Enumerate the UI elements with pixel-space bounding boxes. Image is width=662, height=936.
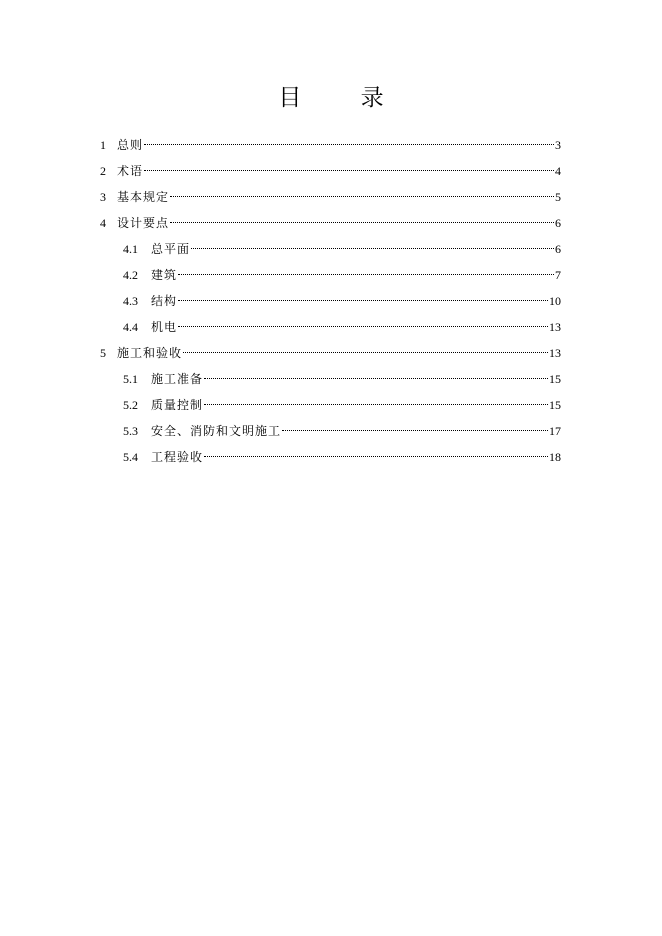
toc-entry-title: 总平面 <box>151 242 191 256</box>
toc-entry-number: 5.1 <box>123 372 138 386</box>
toc-entry-page: 4 <box>555 164 561 178</box>
dot-leader <box>204 456 548 457</box>
toc-entry-page: 10 <box>549 294 561 308</box>
toc-entry-page: 13 <box>549 346 561 360</box>
dot-leader <box>170 196 554 197</box>
dot-leader <box>170 222 554 223</box>
dot-leader <box>144 170 554 171</box>
toc-entry-title: 术语 <box>117 164 144 178</box>
dot-leader <box>191 248 554 249</box>
dot-leader <box>183 352 548 353</box>
toc-entry-number: 1 <box>100 138 106 152</box>
toc-entry-number: 2 <box>100 164 106 178</box>
toc-entry-title: 施工和验收 <box>117 346 183 360</box>
dot-leader <box>282 430 548 431</box>
toc-entry-number: 4.1 <box>123 242 138 256</box>
dot-leader <box>144 144 554 145</box>
toc-subentry[interactable] <box>100 420 561 446</box>
toc-entry-number: 3 <box>100 190 106 204</box>
toc-entry-number: 5 <box>100 346 106 360</box>
toc-entry-page: 15 <box>549 372 561 386</box>
toc-entry-number: 5.2 <box>123 398 138 412</box>
toc-subentry[interactable] <box>100 394 561 420</box>
toc-entry-title: 施工准备 <box>151 372 204 386</box>
dot-leader <box>178 274 554 275</box>
toc-entry[interactable] <box>100 134 561 160</box>
toc-entry-page: 18 <box>549 450 561 464</box>
toc-entry-number: 4.2 <box>123 268 138 282</box>
toc-entry-page: 6 <box>555 216 561 230</box>
toc-subentry[interactable] <box>100 290 561 316</box>
toc-entry-page: 3 <box>555 138 561 152</box>
toc-entry[interactable] <box>100 212 561 238</box>
toc-entry-title: 质量控制 <box>151 398 204 412</box>
dot-leader <box>178 300 548 301</box>
toc-entry-title: 机电 <box>151 320 178 334</box>
toc-entry-title: 建筑 <box>151 268 178 282</box>
toc-entry-page: 5 <box>555 190 561 204</box>
page-title: 目 录 <box>278 85 410 111</box>
toc-entry-page: 7 <box>555 268 561 282</box>
toc-entry[interactable] <box>100 160 561 186</box>
toc-subentry[interactable] <box>100 446 561 472</box>
toc-entry-page: 17 <box>549 424 561 438</box>
table-of-contents <box>100 134 561 472</box>
toc-entry-title: 基本规定 <box>117 190 170 204</box>
toc-entry-title: 设计要点 <box>117 216 170 230</box>
dot-leader <box>178 326 548 327</box>
toc-subentry[interactable] <box>100 368 561 394</box>
toc-entry-title: 结构 <box>151 294 178 308</box>
toc-entry-page: 13 <box>549 320 561 334</box>
toc-entry[interactable] <box>100 342 561 368</box>
dot-leader <box>204 404 548 405</box>
toc-entry[interactable] <box>100 186 561 212</box>
toc-entry-number: 5.3 <box>123 424 138 438</box>
toc-entry-number: 4.4 <box>123 320 138 334</box>
toc-entry-page: 6 <box>555 242 561 256</box>
toc-subentry[interactable] <box>100 264 561 290</box>
toc-subentry[interactable] <box>100 316 561 342</box>
toc-entry-title: 总则 <box>117 138 144 152</box>
dot-leader <box>204 378 548 379</box>
toc-subentry[interactable] <box>100 238 561 264</box>
toc-entry-number: 4 <box>100 216 106 230</box>
toc-entry-title: 工程验收 <box>151 450 204 464</box>
toc-entry-page: 15 <box>549 398 561 412</box>
toc-entry-number: 4.3 <box>123 294 138 308</box>
toc-entry-number: 5.4 <box>123 450 138 464</box>
toc-entry-title: 安全、消防和文明施工 <box>151 424 282 438</box>
